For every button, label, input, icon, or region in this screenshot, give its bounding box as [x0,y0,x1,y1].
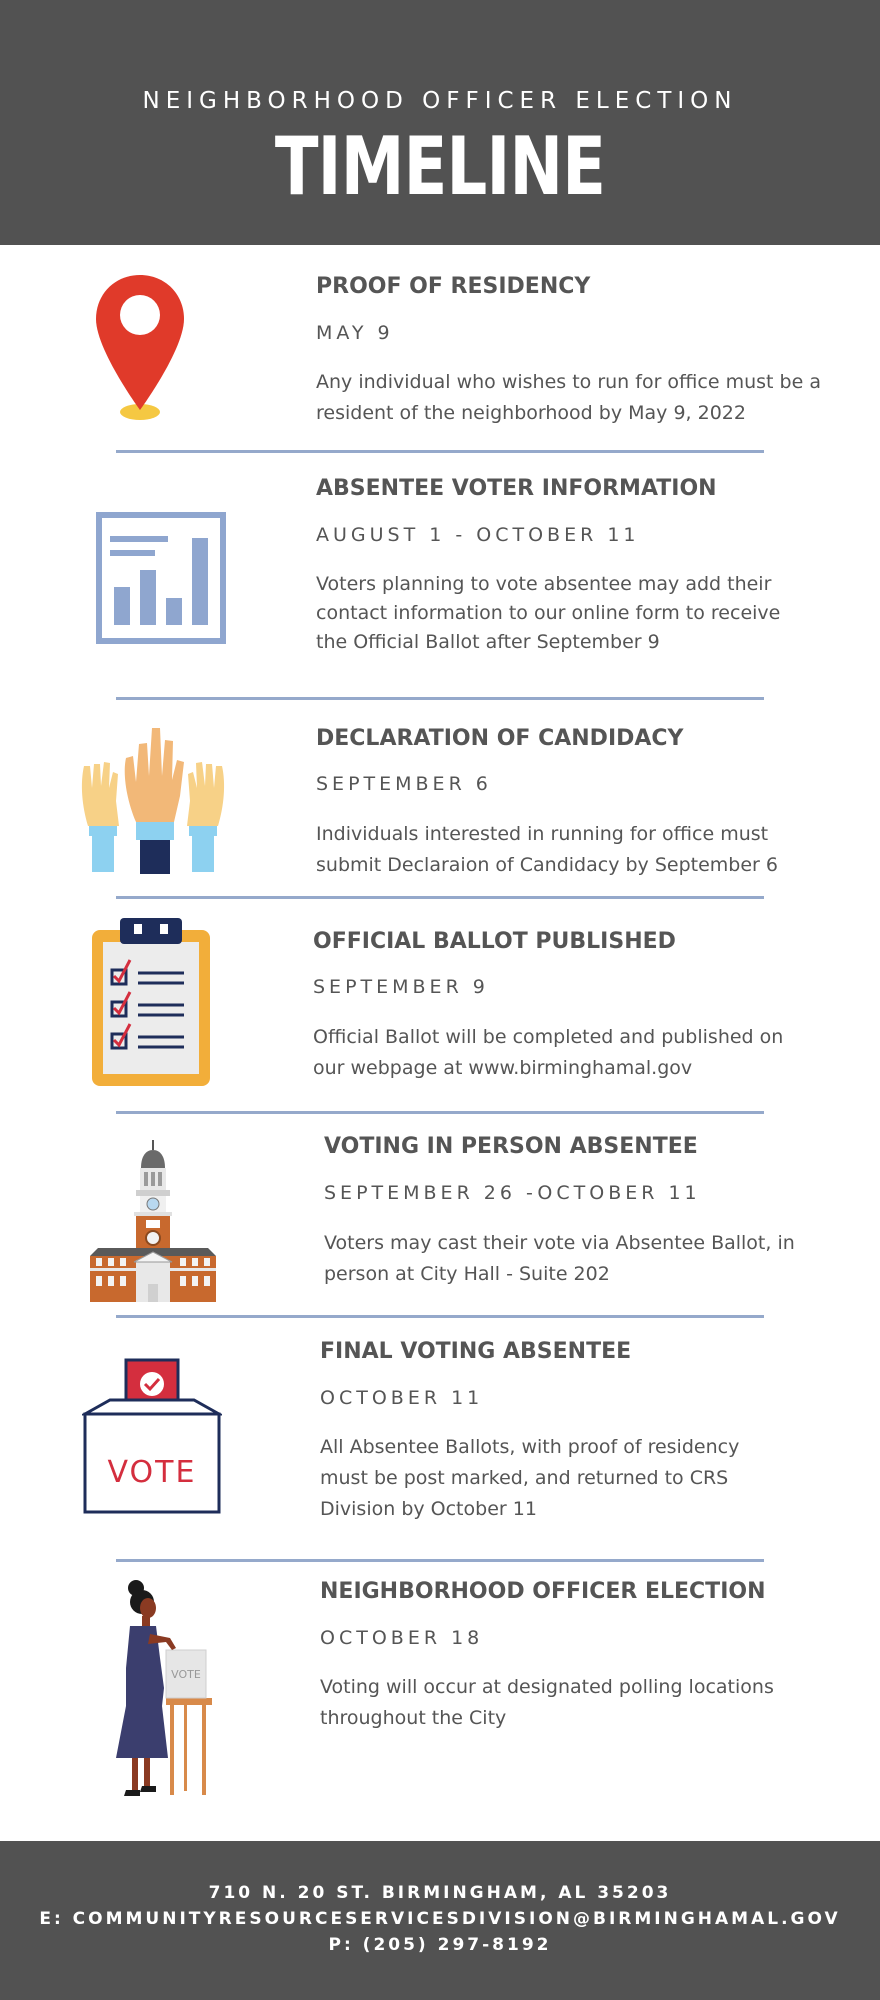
header-banner [0,0,880,245]
section-date: SEPTEMBER 26 -OCTOBER 11 [324,1182,701,1204]
divider [116,1559,764,1562]
map-pin-icon [90,270,190,425]
vote-box-icon [82,1358,222,1516]
woman-voting-icon [104,1578,214,1798]
page-title: TIMELINE [274,120,606,213]
divider [116,697,764,700]
section-title: NEIGHBORHOOD OFFICER ELECTION [320,1579,766,1604]
section-description: Official Ballot will be completed and published on our webpage at www.birminghamal.gov [313,1026,784,1079]
clipboard-checklist-icon [90,916,212,1088]
section-date: OCTOBER 11 [320,1387,484,1409]
section-date: AUGUST 1 - OCTOBER 11 [316,524,640,546]
section-title: OFFICIAL BALLOT PUBLISHED [313,929,676,954]
city-hall-icon [86,1138,220,1302]
section-date: SEPTEMBER 9 [313,976,489,998]
divider [116,450,764,453]
footer-phone[interactable]: P: (205) 297-8192 [328,1935,552,1955]
section-description: Voters planning to vote absentee may add their contact information to our online form to receive the Official Ballot after September 9 [316,573,781,653]
footer-contact [0,1841,880,2000]
section-description: All Absentee Ballots, with proof of residency must be post marked, and returned to CRS Division by October 11 [320,1436,740,1520]
raised-hands-icon [76,726,226,874]
section-date: SEPTEMBER 6 [316,773,492,795]
section-title: ABSENTEE VOTER INFORMATION [316,476,717,501]
bar-chart-icon [96,512,226,644]
section-title: DECLARATION OF CANDIDACY [316,726,684,751]
ballot-box-label: VOTE [171,1668,201,1681]
divider [116,1315,764,1318]
header-kicker: NEIGHBORHOOD OFFICER ELECTION [142,88,738,114]
section-title: PROOF OF RESIDENCY [316,274,591,299]
section-description: Voters may cast their vote via Absentee Ballot, in person at City Hall - Suite 202 [324,1232,795,1285]
section-description: Any individual who wishes to run for office must be a resident of the neighborhood by May 9, 2022 [316,371,821,424]
section-description: Individuals interested in running for office must submit Declaraion of Candidacy by September 6 [316,823,778,876]
vote-box-label: VOTE [107,1455,197,1490]
section-date: MAY 9 [316,322,394,344]
footer-address: 710 N. 20 ST. BIRMINGHAM, AL 35203 [208,1883,672,1903]
section-title: FINAL VOTING ABSENTEE [320,1339,632,1364]
footer-email[interactable]: E: COMMUNITYRESOURCESERVICESDIVISION@BIRMINGHAMAL.GOV [39,1909,841,1929]
section-title: VOTING IN PERSON ABSENTEE [324,1134,698,1159]
section-date: OCTOBER 18 [320,1627,484,1649]
section-description: Voting will occur at designated polling locations throughout the City [320,1676,774,1729]
divider [116,1111,764,1114]
divider [116,896,764,899]
